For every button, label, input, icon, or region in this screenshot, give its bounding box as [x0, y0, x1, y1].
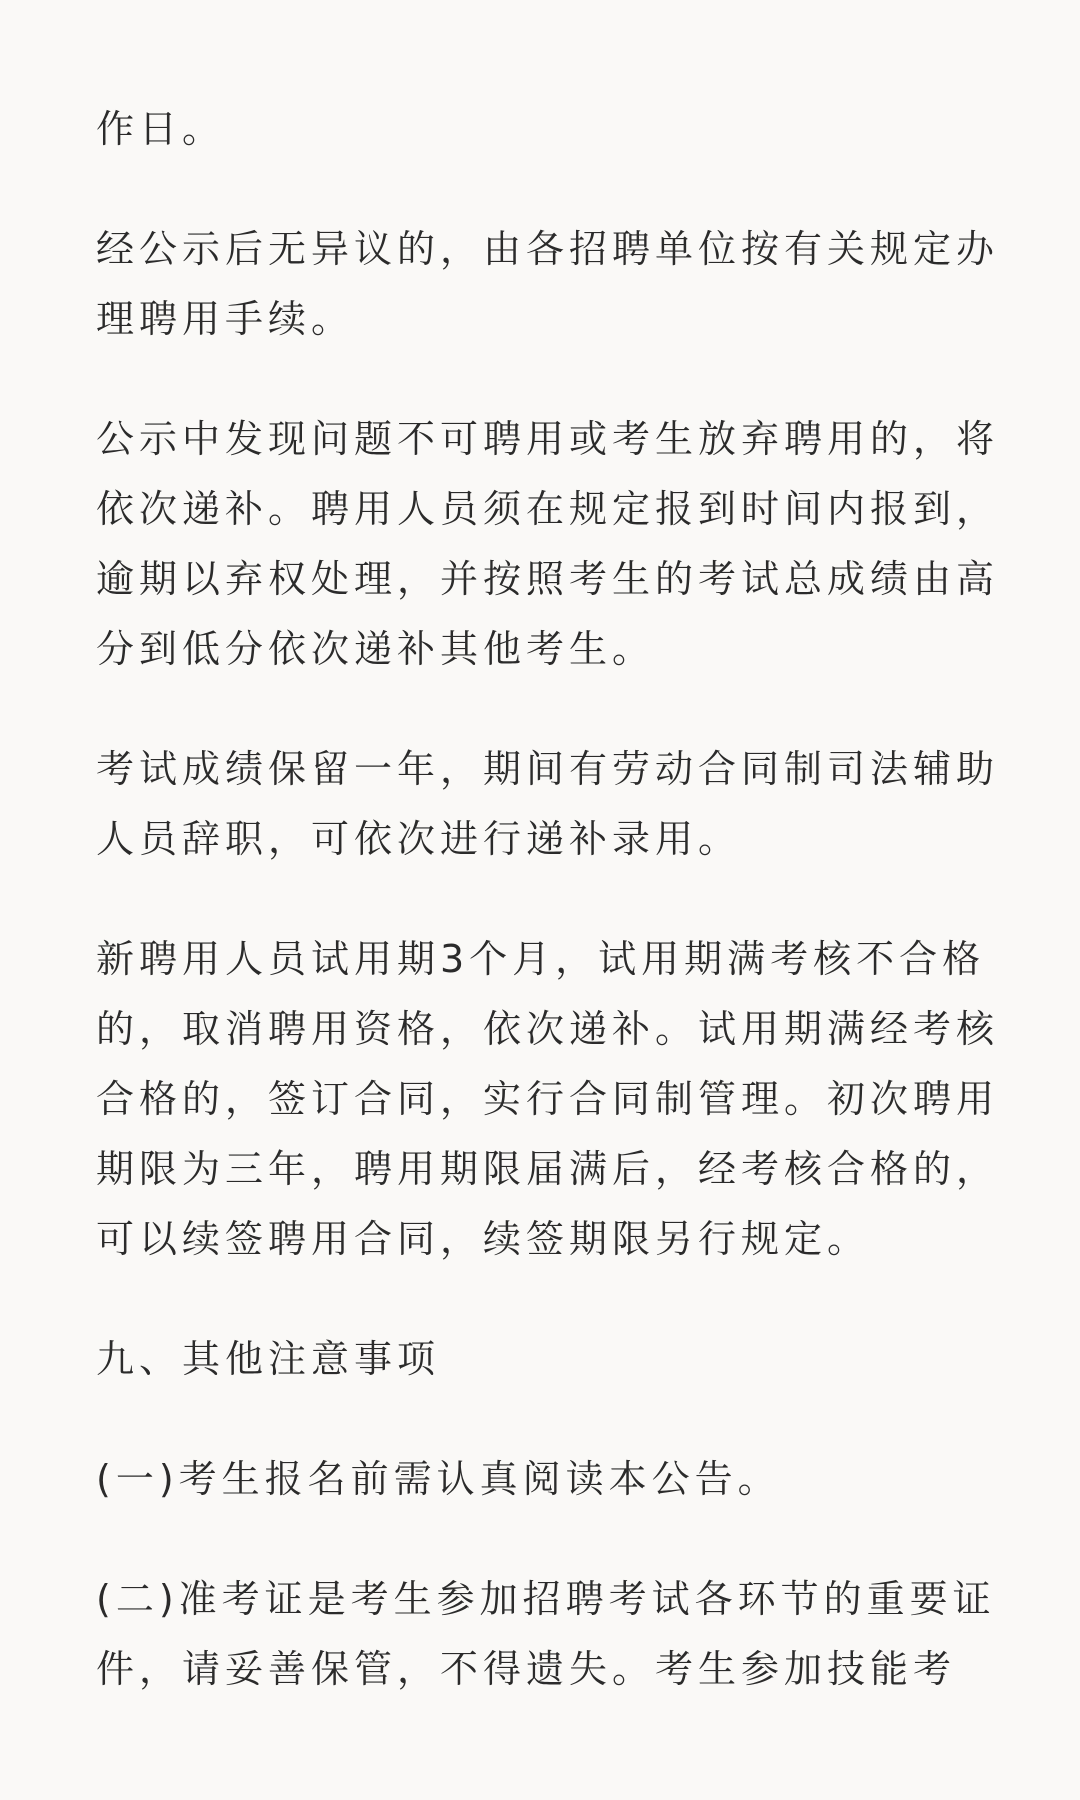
paragraph-hiring-procedure — [96, 214, 1000, 354]
paragraph-work-day — [96, 94, 984, 164]
text-line: 作日。 — [96, 107, 226, 151]
text-line: 期限为三年，聘用期限届满后，经考核合格的， — [96, 1147, 1000, 1191]
text-line: 新聘用人员试用期3个月，试用期满考核不合格 — [96, 937, 986, 981]
text-line: 的，取消聘用资格，依次递补。试用期满经考核 — [96, 1007, 1000, 1051]
text-line: 理聘用手续。 — [96, 297, 355, 341]
text-line: 依次递补。聘用人员须在规定报到时间内报到， — [96, 487, 1000, 531]
text-line: (一)考生报名前需认真阅读本公告。 — [96, 1457, 781, 1501]
text-line: 逾期以弃权处理，并按照考生的考试总成绩由高 — [96, 557, 1000, 601]
text-line: 九、其他注意事项 — [96, 1337, 441, 1381]
paragraph-note-1 — [96, 1444, 984, 1514]
text-line: 人员辞职，可依次进行递补录用。 — [96, 817, 742, 861]
section-heading-other-notes — [96, 1324, 984, 1394]
text-line: 件，请妥善保管，不得遗失。考生参加技能考 — [96, 1647, 957, 1691]
text-line: 公示中发现问题不可聘用或考生放弃聘用的，将 — [96, 417, 1000, 461]
text-line: 分到低分依次递补其他考生。 — [96, 627, 656, 671]
text-line: 经公示后无异议的，由各招聘单位按有关规定办 — [96, 227, 1000, 271]
paragraph-probation — [96, 924, 1000, 1274]
text-line: 可以续签聘用合同，续签期限另行规定。 — [96, 1217, 871, 1261]
paragraph-note-2 — [96, 1564, 996, 1704]
paragraph-score-retention — [96, 734, 1000, 874]
text-line: 合格的，签订合同，实行合同制管理。初次聘用 — [96, 1077, 1000, 1121]
text-line: (二)准考证是考生参加招聘考试各环节的重要证 — [96, 1577, 996, 1621]
text-line: 考试成绩保留一年，期间有劳动合同制司法辅助 — [96, 747, 1000, 791]
paragraph-replacement-rules — [96, 404, 1000, 684]
